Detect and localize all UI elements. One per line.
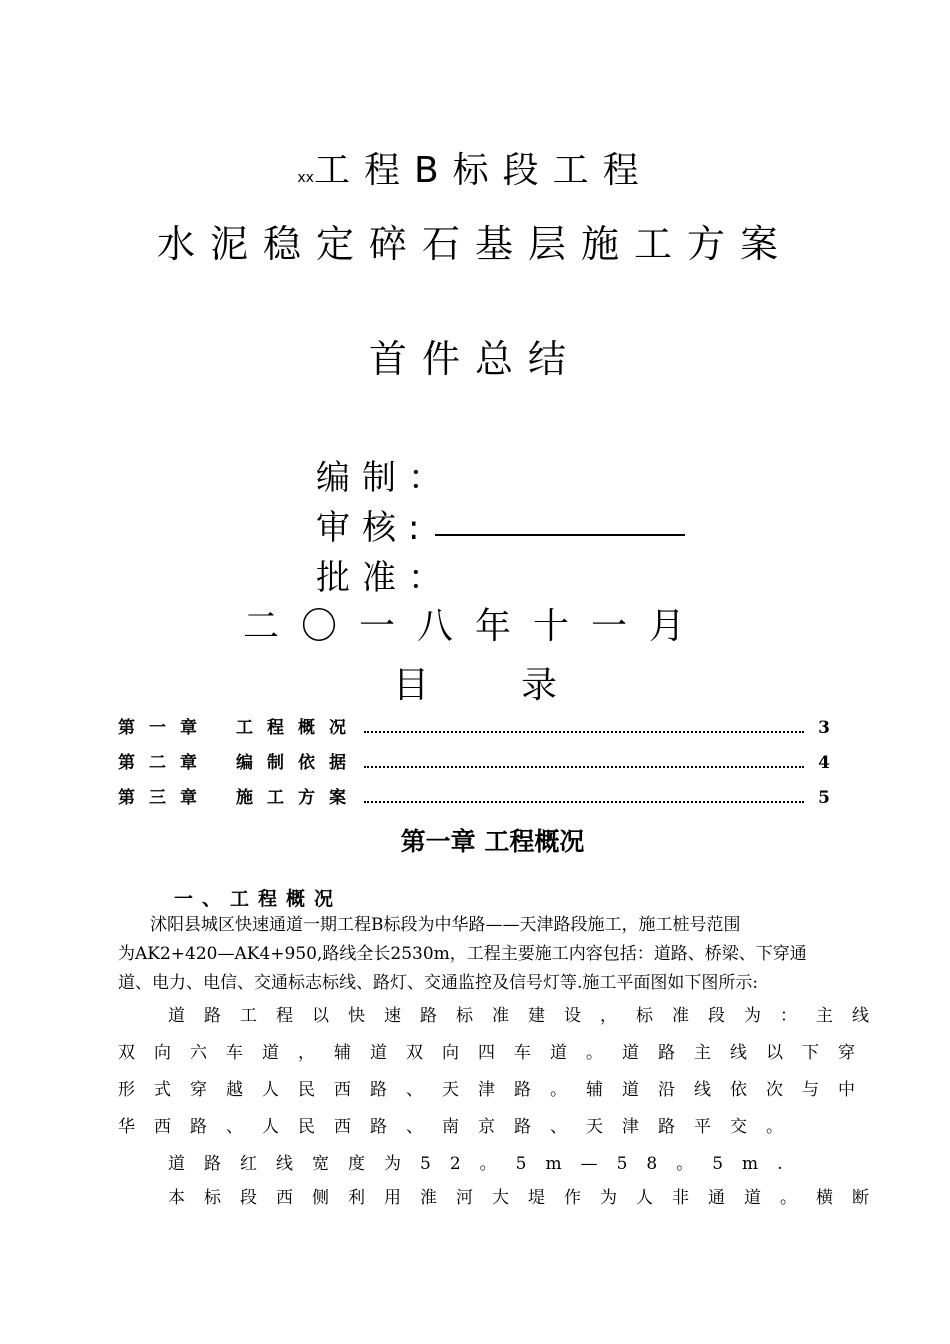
toc-leader bbox=[364, 791, 804, 803]
toc-name: 工程概况 bbox=[236, 718, 360, 738]
toc-chapter: 第二章 bbox=[118, 753, 211, 773]
toc-page: 4 bbox=[818, 753, 830, 773]
toc-item[interactable] bbox=[118, 713, 830, 737]
body-line: 本标段西侧利用淮河大堤作为人非通道。横断 bbox=[168, 1188, 888, 1208]
cover-title-line3: 首件总结 bbox=[368, 337, 581, 381]
toc-name: 编制依据 bbox=[236, 753, 360, 773]
body-line: 华西路、人民西路、南京路、天津路平交。 bbox=[118, 1117, 802, 1137]
cover-date: 二〇一八年十一月 bbox=[242, 606, 707, 647]
body-line: 道路工程以快速路标准建设，标准段为：主线 bbox=[168, 1006, 888, 1026]
toc-name: 施工方案 bbox=[236, 788, 360, 808]
toc-page: 5 bbox=[818, 788, 830, 808]
cover-title-line1 bbox=[0, 142, 950, 193]
toc-chapter: 第三章 bbox=[118, 788, 211, 808]
toc-leader bbox=[364, 756, 804, 768]
section-heading: 一、工程概况 bbox=[174, 888, 343, 910]
title-main: 工程B标段工程 bbox=[313, 150, 653, 191]
toc-chapter: 第一章 bbox=[118, 718, 211, 738]
toc-item[interactable] bbox=[118, 748, 830, 772]
body-line: 道、电力、电信、交通标志标线、路灯、交通监控及信号灯等.施工平面图如下图所示: bbox=[118, 973, 759, 993]
cover-title-line2: 水泥稳定碎石基层施工方案 bbox=[156, 222, 793, 266]
toc-item[interactable] bbox=[118, 783, 830, 807]
toc-title bbox=[0, 657, 950, 708]
signature-prepared: 编制： bbox=[316, 458, 454, 498]
body-line: 道路红线宽度为52。5m—58。5m. bbox=[168, 1154, 802, 1174]
toc-title-right: 录 bbox=[521, 665, 558, 706]
body-line: 沭阳县城区快速通道一期工程B标段为中华路——天津路段施工，施工桩号范围 bbox=[150, 915, 741, 935]
toc-title-left: 目 bbox=[392, 665, 429, 706]
body-line: 双向六车道，辅道双向四车道。道路主线以下穿 bbox=[118, 1043, 874, 1063]
signature-underline bbox=[435, 534, 685, 536]
body-line: 形式穿越人民西路、天津路。辅道沿线依次与中 bbox=[118, 1080, 874, 1100]
signature-approved: 批准： bbox=[316, 558, 454, 598]
title-prefix: xx bbox=[297, 170, 314, 186]
body-line: 为AK2+420—AK4+950,路线全长2530m，工程主要施工内容包括：道路、桥梁、下穿通 bbox=[118, 944, 807, 964]
signature-reviewed: 审核: bbox=[316, 508, 432, 548]
toc-page: 3 bbox=[818, 718, 830, 738]
chapter-heading: 第一章 工程概况 bbox=[400, 827, 585, 856]
toc-leader bbox=[364, 721, 804, 733]
